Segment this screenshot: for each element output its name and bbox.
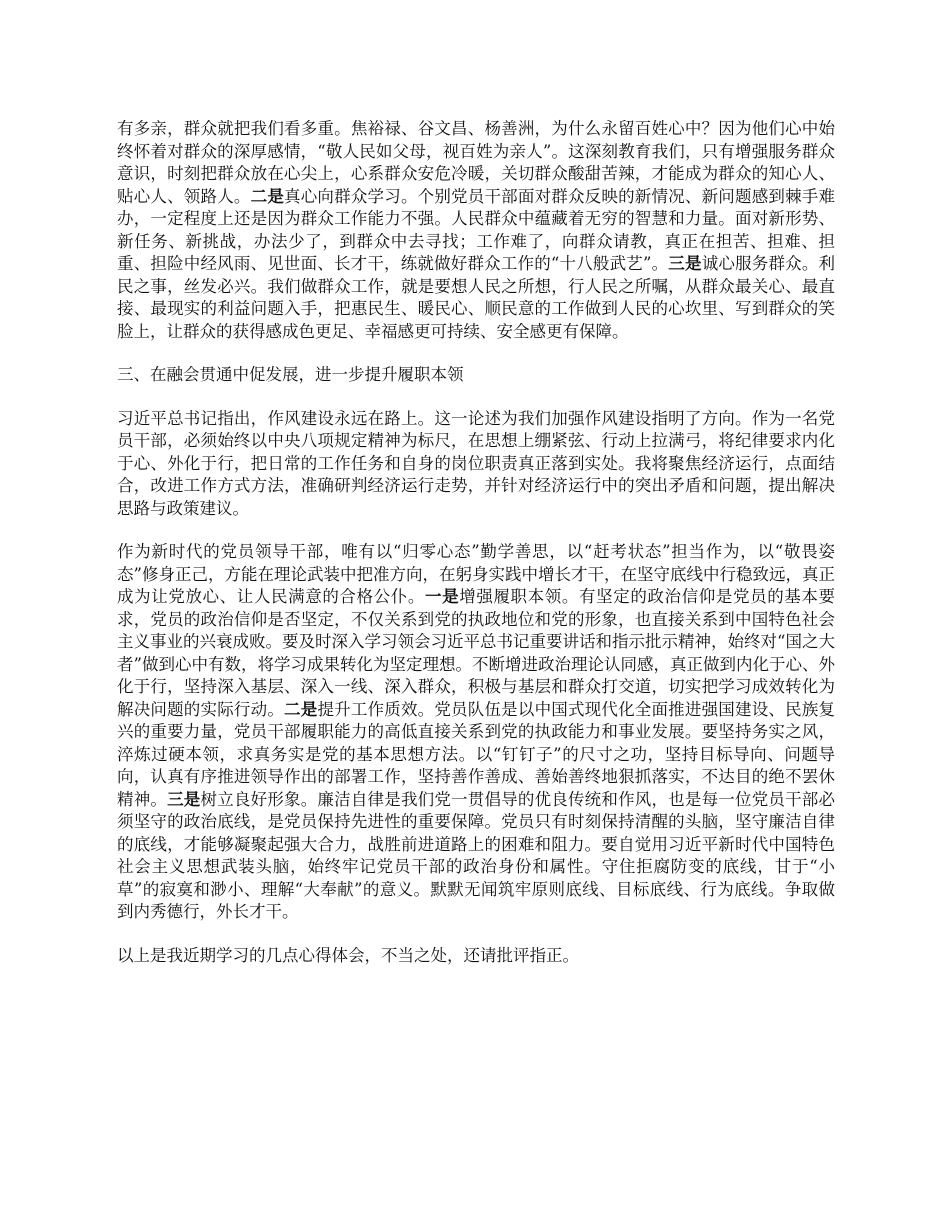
- bold-marker-two: 二是: [250, 186, 285, 206]
- text-run: 树立良好形象。廉洁自律是我们党一贯倡导的优良传统和作风，也是每一位党员干部必须坚守的政治底线，是党员保持先进性的重要保障。党员只有时刻保持清醒的头脑，坚守廉洁自律的底线，才能够凝聚起强大合力，战胜前进道路上的困难和阻力。要自觉用习近平新时代中国特色社会主义思想武装头脑，始终牢记党员干部的政治身份和属性。守住拒腐防变的底线，甘于“小草”的寂寞和渺小、理解“大奉献”的意义。默默无闻筑牢原则底线、目标底线、行为底线。争取做到内秀德行，外长才干。: [117, 789, 836, 921]
- paragraph-serve-masses: [117, 118, 835, 343]
- section-heading-three: [117, 364, 835, 387]
- text-run: 作为新时代的党员领导干部，唯有以“归零心态”勤学善思，以“赶考状态”担当作为，以“敬畏姿态”修身正己，方能在理论武装中把准方向，在躬身实践中增长才干，在坚守底线中行稳致远，真正成为让党放心、让人民满意的合格公仆。: [117, 542, 835, 606]
- bold-marker-three: 三是: [668, 254, 702, 273]
- paragraph-closing: [117, 945, 835, 968]
- text-run: 以上是我近期学习的几点心得体会，不当之处，还请批评指正。: [117, 945, 579, 965]
- section-heading-text: 三、在融会贯通中促发展，进一步提升履职本领: [117, 365, 464, 384]
- paragraph-duty-ability: [117, 541, 835, 924]
- text-run: 真心向群众学习。个别党员干部面对群众反映的新情况、新问题感到棘手难办，一定程度上还是因为群众工作能力不强。人民群众中蕴藏着无穷的智慧和力量。面对新形势、新任务、新挑战，办法少了，到群众中去寻找；工作难了，向群众请教，真正在担苦、担难、担重、担险中经风雨、见世面、长才干，练就做好群众工作的“十八般武艺”。: [117, 186, 836, 273]
- text-run: 增强履职本领。有坚定的政治信仰是党员的基本要求，党员的政治信仰是否坚定，不仅关系到党的执政地位和党的形象，也直接关系到中国特色社会主义事业的兴衰成败。要及时深入学习领会习近平总书记重要讲话和指示批示精神，始终对“国之大者”做到心中有数，将学习成果转化为坚定理想。不断增进政治理论认同感，真正做到内化于心、外化于行，坚持深入基层、深入一线、深入群众，积极与基层和群众打交道，切实把学习成效转化为解决问题的实际行动。: [117, 587, 836, 719]
- bold-marker-one: 一是: [424, 587, 460, 606]
- text-run: 习近平总书记指出，作风建设永远在路上。这一论述为我们加强作风建设指明了方向。作为一名党员干部，必须始终以中央八项规定精神为标尺，在思想上绷紧弦、行动上拉满弓，将纪律要求内化于心、外化于行，把日常的工作任务和自身的岗位职责真正落到实处。我将聚焦经济运行，点面结合，改进工作方式方法，准确研判经济运行走势，并针对经济运行中的突出矛盾和问题，提出解决思路与政策建议。: [117, 408, 835, 518]
- document-page: [117, 118, 835, 988]
- paragraph-work-style: [117, 408, 835, 521]
- bold-marker-two: 二是: [284, 699, 318, 719]
- bold-marker-three: 三是: [167, 789, 201, 809]
- text-run: 有多亲，群众就把我们看多重。焦裕禄、谷文昌、杨善洲，为什么永留百姓心中？因为他们心中始终怀着对群众的深厚感情，“敬人民如父母，视百姓为亲人”。这深刻教育我们，只有增强服务群众意识，时刻把群众放在心尖上，心系群众安危冷暖，关切群众酸甜苦辣，才能成为群众的知心人、贴心人、领路人。: [117, 119, 835, 206]
- text-run: 诚心服务群众。利民之事，丝发必兴。我们做群众工作，就是要想人民之所想，行人民之所嘱，从群众最关心、最直接、最现实的利益问题入手，把惠民生、暖民心、顺民意的工作做到人民的心坎里、写到群众的笑脸上，让群众的获得感成色更足、幸福感更可持续、安全感更有保障。: [117, 254, 836, 341]
- text-run: 提升工作质效。党员队伍是以中国式现代化全面推进强国建设、民族复兴的重要力量，党员干部履职能力的高低直接关系到党的执政能力和事业发展。要坚持务实之风，淬炼过硬本领，求真务实是党的基本思想方法。以“钉钉子”的尺寸之功，坚持目标导向、问题导向，认真有序推进领导作出的部署工作，坚持善作善成、善始善终地狠抓落实，不达目的绝不罢休精神。: [117, 699, 836, 809]
